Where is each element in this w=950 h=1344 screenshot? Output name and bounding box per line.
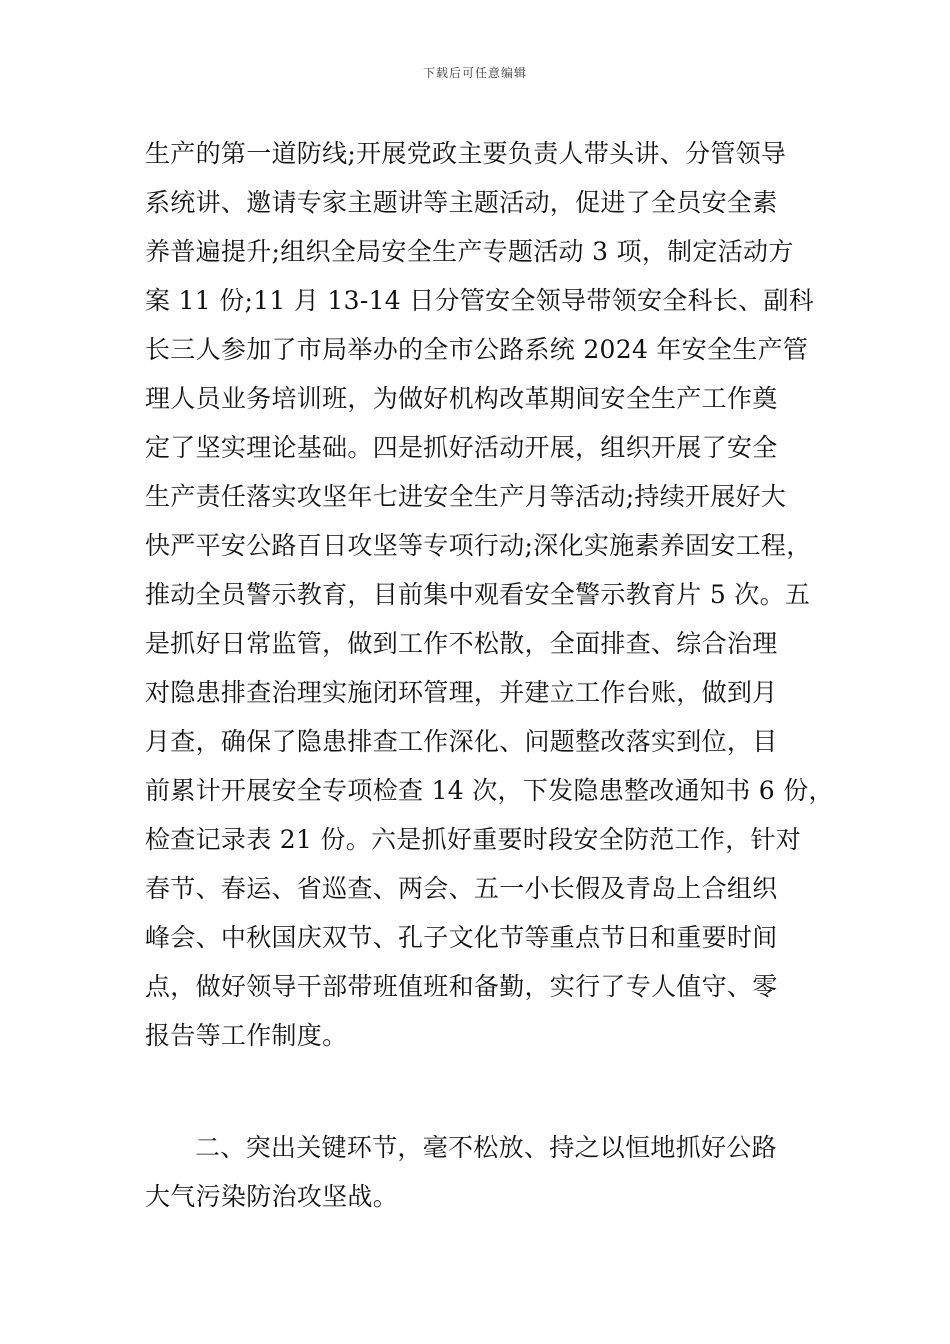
paragraph-line: 前累计开展安全专项检查 14 次，下发隐患整改通知书 6 份，	[145, 776, 834, 805]
page-header-note: 下载后可任意编辑	[422, 66, 527, 80]
paragraph-line: 点，做好领导干部带班值班和备勤，实行了专人值守、零	[145, 972, 778, 1001]
paragraph-line: 定了坚实理论基础。四是抓好活动开展，组织开展了安全	[145, 433, 778, 462]
paragraph-line: 推动全员警示教育，目前集中观看安全警示教育片 5 次。五	[145, 580, 811, 609]
paragraph-line: 养普遍提升;组织全局安全生产专题活动 3 项，制定活动方	[145, 237, 794, 266]
paragraph-line: 长三人参加了市局举办的全市公路系统 2024 年安全生产管	[145, 335, 809, 364]
paragraph-line: 系统讲、邀请专家主题讲等主题活动，促进了全员安全素	[145, 188, 778, 217]
paragraph-line: 快严平安公路百日攻坚等专项行动;深化实施素养固安工程，	[145, 531, 812, 560]
paragraph-line: 报告等工作制度。	[145, 1021, 348, 1050]
paragraph-line: 对隐患排查治理实施闭环管理，并建立工作台账，做到月	[145, 678, 778, 707]
body-paragraph	[145, 129, 834, 1060]
paragraph-line: 月查，确保了隐患排查工作深化、问题整改落实到位，目	[145, 727, 778, 756]
paragraph-line: 案 11 份;11 月 13-14 日分管安全领导带领安全科长、副科	[145, 286, 815, 315]
paragraph-line: 检查记录表 21 份。六是抓好重要时段安全防范工作，针对	[145, 825, 802, 854]
paragraph-line: 生产的第一道防线;开展党政主要负责人带头讲、分管领导	[145, 139, 787, 168]
paragraph-line: 春节、春运、省巡查、两会、五一小长假及青岛上合组织	[145, 874, 778, 903]
paragraph-line: 理人员业务培训班，为做好机构改革期间安全生产工作奠	[145, 384, 778, 413]
section-heading	[145, 1123, 825, 1221]
paragraph-line: 是抓好日常监管，做到工作不松散，全面排查、综合治理	[145, 629, 778, 658]
paragraph-line: 峰会、中秋国庆双节、孔子文化节等重点节日和重要时间	[145, 923, 778, 952]
section-heading-line: 大气污染防治攻坚战。	[145, 1182, 399, 1211]
section-heading-line: 二、突出关键环节，毫不松放、持之以恒地抓好公路	[195, 1133, 777, 1162]
paragraph-line: 生产责任落实攻坚年七进安全生产月等活动;持续开展好大	[145, 482, 787, 511]
